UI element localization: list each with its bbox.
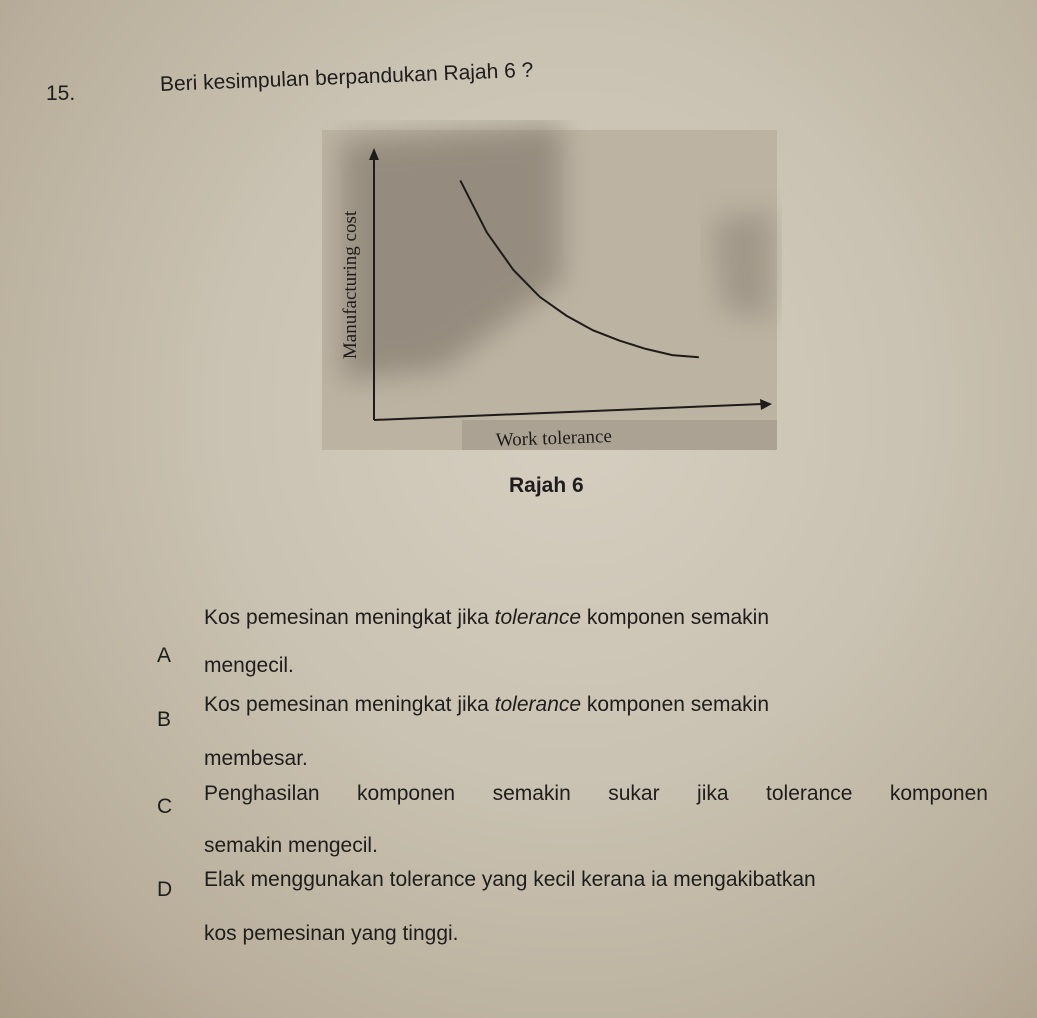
option-c-word: komponen xyxy=(357,782,456,805)
option-c-word: Penghasilan xyxy=(204,782,320,805)
option-b-text[interactable] xyxy=(204,693,994,771)
option-a-text[interactable] xyxy=(204,606,994,678)
option-a-letter: A xyxy=(157,644,172,667)
option-b-letter: B xyxy=(157,708,172,731)
option-d-text[interactable] xyxy=(204,868,994,946)
option-c-line1 xyxy=(204,782,988,806)
option-a-line1-italic: tolerance xyxy=(494,606,582,629)
option-c-word: tolerance xyxy=(766,782,853,805)
figure-rajah-6 xyxy=(322,120,782,465)
option-b-line1 xyxy=(204,693,769,716)
option-c-word: sukar xyxy=(608,782,660,805)
option-c-letter: C xyxy=(157,795,173,818)
option-c-text[interactable] xyxy=(204,782,994,858)
option-a-line1 xyxy=(204,606,769,629)
option-c-word: jika xyxy=(697,782,729,805)
option-a-line1-pre: Kos pemesinan meningkat jika xyxy=(204,606,495,629)
option-a-line1-post: komponen semakin xyxy=(581,606,769,629)
option-c-word: semakin xyxy=(492,782,571,805)
figure-caption: Rajah 6 xyxy=(509,474,584,497)
option-d-line1: Elak menggunakan tolerance yang kecil kerana ia mengakibatkan xyxy=(204,868,816,891)
option-a-line2: mengecil. xyxy=(204,654,294,677)
option-b-line2: membesar. xyxy=(204,747,308,770)
option-c-word: komponen xyxy=(889,782,988,805)
option-b-line1-pre: Kos pemesinan meningkat jika xyxy=(204,693,495,716)
option-b-line1-post: komponen semakin xyxy=(581,693,769,716)
option-d-letter: D xyxy=(157,878,173,901)
question-text: Beri kesimpulan berpandukan Rajah 6 ? xyxy=(159,58,534,96)
option-d-line2: kos pemesinan yang tinggi. xyxy=(204,922,459,945)
x-axis-label: Work tolerance xyxy=(495,425,613,452)
question-number: 15. xyxy=(46,82,76,105)
option-c-line2: semakin mengecil. xyxy=(204,834,378,857)
y-axis-label: Manufacturing cost xyxy=(340,210,361,360)
option-b-line1-italic: tolerance xyxy=(494,693,582,716)
